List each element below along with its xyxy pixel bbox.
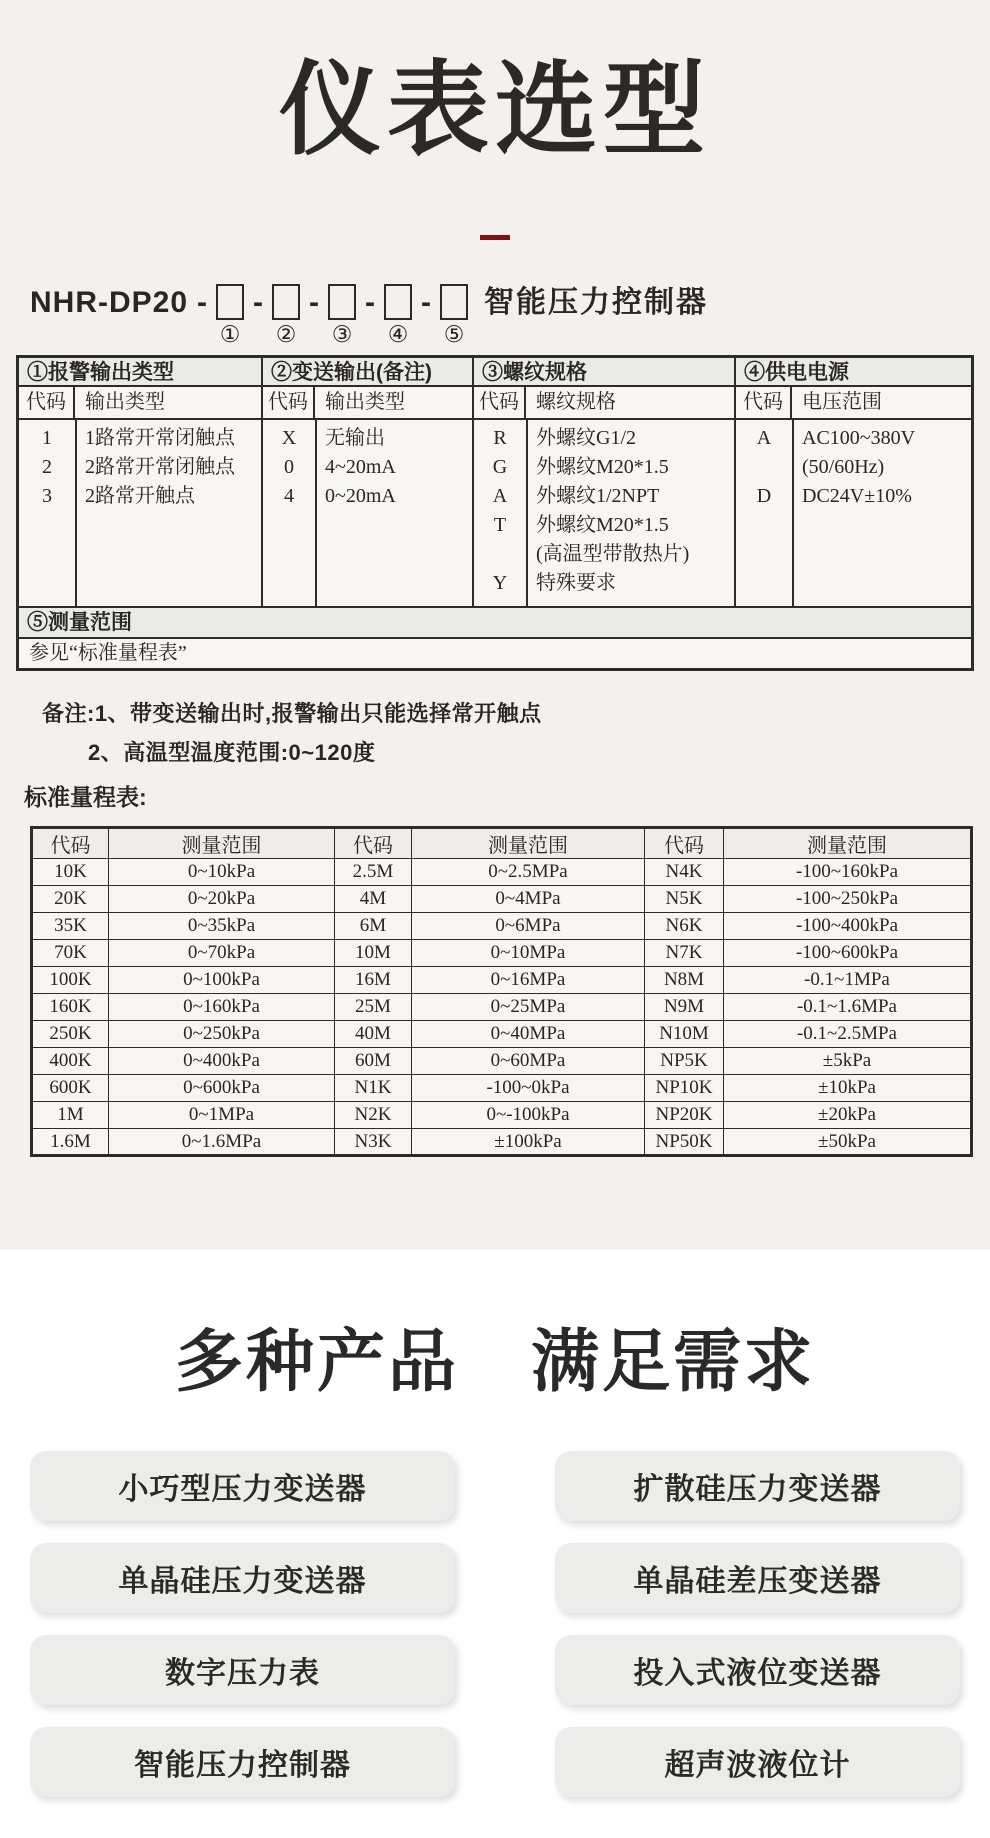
- col-header-code: 代码: [263, 387, 315, 418]
- range-cell: ±5kPa: [724, 1048, 972, 1075]
- slot-number: ③: [331, 322, 353, 348]
- group-title: ①报警输出类型: [19, 358, 261, 387]
- table-row: [736, 482, 971, 511]
- code-cell: NP10K: [645, 1075, 724, 1102]
- code-cell: 0: [284, 456, 294, 479]
- code-cell: 1M: [32, 1102, 109, 1129]
- products-title-left: 多种产品: [174, 1324, 459, 1400]
- desc-cell: AC100~380V: [802, 427, 916, 450]
- desc-cell: 1路常开常闭触点: [85, 427, 235, 450]
- code-cell: 3: [42, 485, 52, 508]
- code-cell: N2K: [335, 1102, 412, 1129]
- range-table-label: 标准量程表:: [24, 784, 147, 811]
- desc-cell: 4~20mA: [325, 456, 396, 479]
- desc-cell: 外螺纹G1/2: [536, 427, 636, 450]
- range-table-row: [32, 1021, 972, 1048]
- table-row: [474, 540, 734, 569]
- range-cell: 0~10MPa: [412, 940, 645, 967]
- code-cell: 25M: [335, 994, 412, 1021]
- code-cell: N6K: [645, 913, 724, 940]
- desc-cell: 2路常开常闭触点: [85, 456, 235, 479]
- products-section: [0, 1250, 990, 1838]
- measure-range-note: 参见“标准量程表”: [19, 637, 971, 668]
- code-cell: 60M: [335, 1048, 412, 1075]
- table-row: [736, 453, 971, 482]
- code-cell: N8M: [645, 967, 724, 994]
- standard-range-table: [30, 826, 973, 1157]
- range-table-header-row: [32, 828, 972, 859]
- range-table-header: 代码: [645, 828, 724, 859]
- note-line-2: 2、高温型温度范围:0~120度: [88, 740, 376, 766]
- slot-number: ④: [387, 322, 409, 348]
- code-cell: A: [756, 427, 772, 450]
- group-title: ③螺纹规格: [474, 358, 734, 387]
- desc-cell: 特殊要求: [536, 572, 616, 595]
- code-cell: 1.6M: [32, 1129, 109, 1156]
- code-cell: 4M: [335, 886, 412, 913]
- code-cell: 10M: [335, 940, 412, 967]
- desc-cell: 外螺纹M20*1.5: [536, 456, 669, 479]
- range-cell: -0.1~1MPa: [724, 967, 972, 994]
- range-table-row: [32, 967, 972, 994]
- code-cell: 2.5M: [335, 859, 412, 886]
- product-button[interactable]: 小巧型压力变送器: [30, 1451, 455, 1521]
- products-title-right: 满足需求: [531, 1324, 816, 1400]
- slot-dash: -: [197, 286, 208, 320]
- title-divider: [480, 235, 510, 240]
- code-cell: NP20K: [645, 1102, 724, 1129]
- product-column-right: [555, 1451, 960, 1797]
- range-cell: 0~600kPa: [109, 1075, 335, 1102]
- code-cell: 400K: [32, 1048, 109, 1075]
- range-cell: 0~6MPa: [412, 913, 645, 940]
- product-button[interactable]: 单晶硅差压变送器: [555, 1543, 960, 1613]
- product-button[interactable]: 单晶硅压力变送器: [30, 1543, 455, 1613]
- product-column-left: [30, 1451, 455, 1797]
- group-title: ②变送输出(备注): [263, 358, 472, 387]
- table-row: [19, 482, 261, 511]
- desc-cell: 外螺纹M20*1.5: [536, 514, 669, 537]
- code-cell: [474, 540, 526, 569]
- range-table-row: [32, 859, 972, 886]
- code-cell: 70K: [32, 940, 109, 967]
- desc-cell: 无输出: [325, 427, 385, 450]
- measure-range-header: ⑤测量范围: [19, 606, 971, 637]
- range-cell: -0.1~1.6MPa: [724, 994, 972, 1021]
- col-header-desc: 电压范围: [802, 391, 882, 414]
- model-slot: [188, 284, 244, 347]
- range-cell: 0~40MPa: [412, 1021, 645, 1048]
- slot-number: ①: [219, 322, 241, 348]
- product-button-grid: [30, 1451, 960, 1797]
- code-cell: 1: [42, 427, 52, 450]
- range-cell: 0~-100kPa: [412, 1102, 645, 1129]
- range-cell: -100~400kPa: [724, 913, 972, 940]
- model-slots: [188, 284, 468, 347]
- range-table-row: [32, 886, 972, 913]
- range-table-row: [32, 994, 972, 1021]
- col-header-code: 代码: [474, 387, 526, 418]
- code-cell: N9M: [645, 994, 724, 1021]
- range-cell: 0~2.5MPa: [412, 859, 645, 886]
- slot-number: ②: [275, 322, 297, 348]
- range-table-header: 代码: [335, 828, 412, 859]
- code-cell: N1K: [335, 1075, 412, 1102]
- code-cell: 10K: [32, 859, 109, 886]
- range-cell: 0~10kPa: [109, 859, 335, 886]
- range-cell: -100~600kPa: [724, 940, 972, 967]
- desc-cell: (50/60Hz): [802, 456, 885, 479]
- range-cell: -100~160kPa: [724, 859, 972, 886]
- range-table-header: 测量范围: [109, 828, 335, 859]
- code-cell: D: [756, 485, 772, 508]
- group-power-supply: [734, 358, 971, 606]
- range-cell: 0~60MPa: [412, 1048, 645, 1075]
- model-slot-box: [440, 284, 468, 320]
- table-row: [474, 453, 734, 482]
- desc-cell: 2路常开触点: [85, 485, 195, 508]
- range-cell: -0.1~2.5MPa: [724, 1021, 972, 1048]
- table-row: [19, 453, 261, 482]
- range-cell: 0~4MPa: [412, 886, 645, 913]
- model-slot-box: [272, 284, 300, 320]
- code-cell: 6M: [335, 913, 412, 940]
- model-slot: [412, 284, 468, 347]
- group-transmitter-output: [261, 358, 472, 606]
- col-header-code: 代码: [19, 387, 75, 418]
- range-cell: -100~0kPa: [412, 1075, 645, 1102]
- slot-dash: -: [253, 286, 264, 320]
- range-cell: 0~20kPa: [109, 886, 335, 913]
- range-table-header: 测量范围: [724, 828, 972, 859]
- table-row: [263, 453, 472, 482]
- desc-cell: 0~20mA: [325, 485, 396, 508]
- product-button[interactable]: 数字压力表: [30, 1635, 455, 1705]
- col-header-desc: 螺纹规格: [536, 391, 616, 414]
- product-button[interactable]: 扩散硅压力变送器: [555, 1451, 960, 1521]
- slot-dash: -: [365, 286, 376, 320]
- code-cell: NP5K: [645, 1048, 724, 1075]
- code-cell: 250K: [32, 1021, 109, 1048]
- group-title: ④供电电源: [736, 358, 971, 387]
- table-row: [474, 511, 734, 540]
- product-button[interactable]: 超声波液位计: [555, 1727, 960, 1797]
- model-slot: [356, 284, 412, 347]
- range-cell: ±20kPa: [724, 1102, 972, 1129]
- range-table-row: [32, 940, 972, 967]
- range-cell: ±50kPa: [724, 1129, 972, 1156]
- model-slot-box: [384, 284, 412, 320]
- range-table-row: [32, 1102, 972, 1129]
- code-cell: Y: [492, 572, 508, 595]
- model-suffix: 智能压力控制器: [484, 286, 709, 320]
- code-cell: R: [493, 427, 507, 450]
- code-cell: 20K: [32, 886, 109, 913]
- range-cell: 0~250kPa: [109, 1021, 335, 1048]
- range-cell: ±100kPa: [412, 1129, 645, 1156]
- code-cell: N5K: [645, 886, 724, 913]
- model-code-line: [30, 284, 990, 347]
- code-cell: 600K: [32, 1075, 109, 1102]
- col-header-desc: 输出类型: [85, 391, 165, 414]
- table-row: [736, 424, 971, 453]
- code-cell: N3K: [335, 1129, 412, 1156]
- page-title: 仪表选型: [279, 53, 711, 167]
- desc-cell: (高温型带散热片): [536, 543, 690, 566]
- table-row: [474, 569, 734, 598]
- product-button[interactable]: 投入式液位变送器: [555, 1635, 960, 1705]
- range-cell: 0~35kPa: [109, 913, 335, 940]
- products-title: [0, 1320, 990, 1405]
- range-table-header: 代码: [32, 828, 109, 859]
- code-cell: T: [493, 514, 507, 537]
- group-thread-spec: [472, 358, 734, 606]
- range-table-row: [32, 913, 972, 940]
- model-slot-box: [216, 284, 244, 320]
- desc-cell: 外螺纹1/2NPT: [536, 485, 660, 508]
- slot-dash: -: [421, 286, 432, 320]
- note-line-1: 备注:1、带变送输出时,报警输出只能选择常开触点: [42, 701, 542, 727]
- code-cell: X: [281, 427, 297, 450]
- code-cell: 40M: [335, 1021, 412, 1048]
- model-slot: [244, 284, 300, 347]
- range-table-row: [32, 1075, 972, 1102]
- code-cell: 4: [284, 485, 294, 508]
- range-cell: 0~16MPa: [412, 967, 645, 994]
- table-row: [263, 424, 472, 453]
- code-cell: N4K: [645, 859, 724, 886]
- model-slot-box: [328, 284, 356, 320]
- ordering-code-table: [16, 355, 974, 671]
- range-table-header: 测量范围: [412, 828, 645, 859]
- code-cell: 160K: [32, 994, 109, 1021]
- slot-number: ⑤: [443, 322, 465, 348]
- model-slot: [300, 284, 356, 347]
- model-prefix: NHR-DP20: [30, 286, 189, 320]
- table-row: [474, 482, 734, 511]
- product-button[interactable]: 智能压力控制器: [30, 1727, 455, 1797]
- code-cell: NP50K: [645, 1129, 724, 1156]
- code-cell: N7K: [645, 940, 724, 967]
- code-cell: [736, 453, 792, 482]
- group-alarm-output: [19, 358, 261, 606]
- table-row: [263, 482, 472, 511]
- code-cell: G: [492, 456, 508, 479]
- range-cell: 0~25MPa: [412, 994, 645, 1021]
- range-cell: 0~160kPa: [109, 994, 335, 1021]
- range-cell: -100~250kPa: [724, 886, 972, 913]
- range-cell: 0~70kPa: [109, 940, 335, 967]
- code-cell: 16M: [335, 967, 412, 994]
- col-header-code: 代码: [736, 387, 792, 418]
- range-table-row: [32, 1048, 972, 1075]
- code-cell: A: [492, 485, 508, 508]
- table-row: [474, 424, 734, 453]
- range-table-row: [32, 1129, 972, 1156]
- col-header-desc: 输出类型: [325, 391, 405, 414]
- range-cell: ±10kPa: [724, 1075, 972, 1102]
- code-cell: 35K: [32, 913, 109, 940]
- desc-cell: DC24V±10%: [802, 485, 912, 508]
- range-cell: 0~1MPa: [109, 1102, 335, 1129]
- slot-dash: -: [309, 286, 320, 320]
- table-row: [19, 424, 261, 453]
- range-cell: 0~400kPa: [109, 1048, 335, 1075]
- code-cell: 100K: [32, 967, 109, 994]
- range-cell: 0~100kPa: [109, 967, 335, 994]
- code-cell: N10M: [645, 1021, 724, 1048]
- range-cell: 0~1.6MPa: [109, 1129, 335, 1156]
- code-cell: 2: [42, 456, 52, 479]
